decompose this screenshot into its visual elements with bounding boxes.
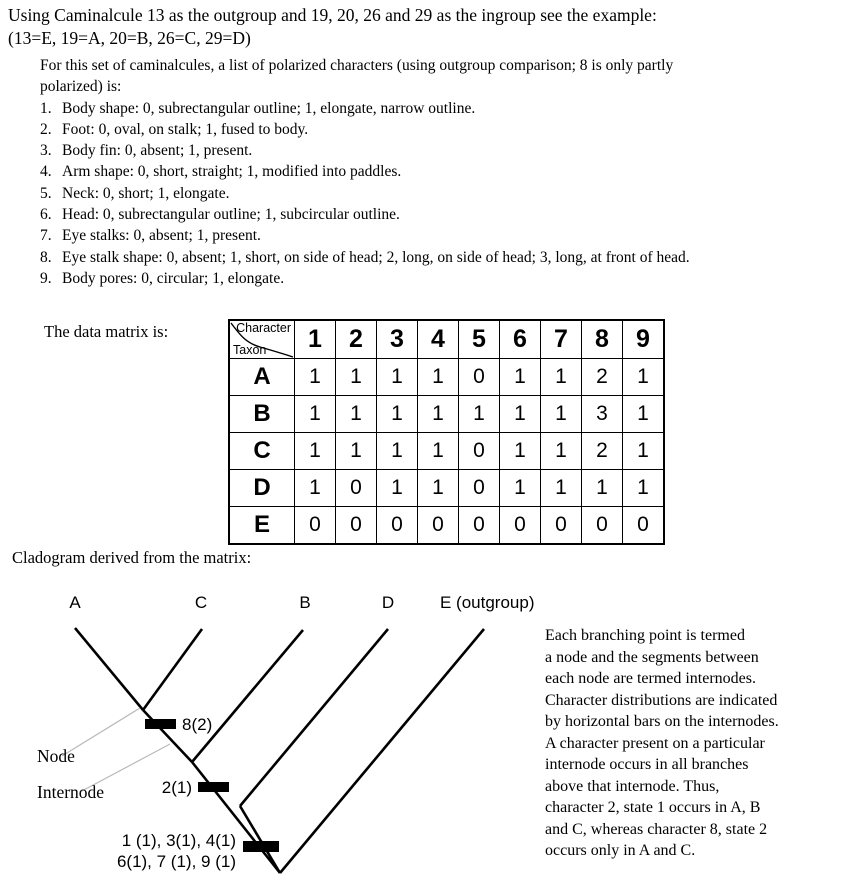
cell-e-9: 0 — [623, 507, 665, 545]
sidenote-line-4: Character distributions are indicated — [545, 691, 778, 709]
preamble-line-2: polarized) is: — [40, 78, 122, 96]
bar-root — [243, 841, 279, 852]
cell-b-2: 1 — [336, 396, 377, 433]
cell-b-8: 3 — [582, 396, 623, 433]
character-list-block — [40, 55, 835, 289]
tip-label-c: C — [194, 596, 208, 612]
cell-e-1: 0 — [295, 507, 336, 545]
cell-a-1: 1 — [295, 359, 336, 396]
row-taxon-b: B — [229, 396, 295, 433]
corner-character-label: Character — [236, 321, 291, 335]
cell-d-1: 1 — [295, 470, 336, 507]
matrix-corner-cell — [229, 320, 295, 359]
cell-b-4: 1 — [418, 396, 459, 433]
list-item — [40, 183, 835, 204]
cell-a-5: 0 — [459, 359, 500, 396]
list-item — [40, 247, 835, 268]
column-header-1: 1 — [295, 320, 336, 359]
cell-d-5: 0 — [459, 470, 500, 507]
cell-b-5: 1 — [459, 396, 500, 433]
list-item — [40, 98, 835, 119]
column-header-3: 3 — [377, 320, 418, 359]
cell-a-9: 1 — [623, 359, 665, 396]
cell-a-3: 1 — [377, 359, 418, 396]
cell-d-2: 0 — [336, 470, 377, 507]
tip-label-a: A — [69, 596, 81, 612]
table-row — [229, 396, 664, 433]
cell-c-8: 2 — [582, 433, 623, 470]
list-item-label: Arm shape: 0, short, straight; 1, modified into paddles. — [62, 163, 402, 181]
table-row — [229, 359, 664, 396]
row-taxon-d: D — [229, 470, 295, 507]
list-item-number: 3. — [40, 142, 52, 160]
cladogram-figure — [0, 596, 560, 896]
cell-e-6: 0 — [500, 507, 541, 545]
list-item-number: 1. — [40, 99, 52, 117]
data-matrix — [228, 319, 665, 545]
internode-d — [240, 806, 280, 873]
list-item-label: Body shape: 0, subrectangular outline; 1, elongate, narrow outline. — [62, 99, 476, 117]
cell-b-3: 1 — [377, 396, 418, 433]
list-item-number: 6. — [40, 206, 52, 224]
table-row — [229, 470, 664, 507]
bar-label-8-2: 8(2) — [182, 715, 213, 734]
branch-e — [280, 629, 484, 873]
list-item — [40, 225, 835, 246]
table-row — [229, 507, 664, 545]
list-item-number: 4. — [40, 163, 52, 181]
bar-label-2-1: 2(1) — [161, 778, 192, 797]
table-row — [229, 433, 664, 470]
cell-d-7: 1 — [541, 470, 582, 507]
list-item-number: 9. — [40, 269, 52, 287]
preamble-line-1: For this set of caminalcules, a list of polarized characters (using outgroup comparison; 8 is only partly — [40, 57, 674, 74]
bar-label-root-line-2: 6(1), 7 (1), 9 (1) — [116, 852, 236, 871]
sidenote-line-5: by horizontal bars on the internodes. — [545, 713, 779, 730]
cell-c-3: 1 — [377, 433, 418, 470]
list-item-number: 8. — [40, 248, 52, 266]
column-header-4: 4 — [418, 320, 459, 359]
list-item — [40, 204, 835, 225]
list-item — [40, 140, 835, 161]
tip-label-b: B — [299, 596, 311, 612]
list-item — [40, 161, 835, 182]
cell-c-5: 0 — [459, 433, 500, 470]
cell-e-5: 0 — [459, 507, 500, 545]
row-taxon-c: C — [229, 433, 295, 470]
sidenote-line-9: character 2, state 1 occurs in A, B — [545, 799, 761, 816]
list-item-number: 7. — [40, 227, 52, 245]
sidenote-line-8: above that internode. Thus, — [545, 777, 720, 795]
cell-c-9: 1 — [623, 433, 665, 470]
cell-d-9: 1 — [623, 470, 665, 507]
cell-a-7: 1 — [541, 359, 582, 396]
column-header-8: 8 — [582, 320, 623, 359]
branch-c — [143, 629, 202, 710]
cell-d-4: 1 — [418, 470, 459, 507]
sidenote-line-10: and C, whereas character 8, state 2 — [545, 820, 768, 838]
sidenote-line-11: occurs only in A and C. — [545, 842, 696, 859]
list-item-label: Eye stalk shape: 0, absent; 1, short, on side of head; 2, long, on side of head; 3, long, at front of head. — [62, 248, 690, 266]
cell-d-3: 1 — [377, 470, 418, 507]
cell-c-4: 1 — [418, 433, 459, 470]
column-header-5: 5 — [459, 320, 500, 359]
annotation-node: Node — [37, 746, 75, 766]
corner-taxon-label: Taxon — [233, 343, 267, 357]
tip-label-e: E (outgroup) — [440, 596, 535, 612]
list-item-number: 5. — [40, 184, 52, 202]
branch-a — [75, 628, 143, 710]
cell-c-6: 1 — [500, 433, 541, 470]
cell-b-7: 1 — [541, 396, 582, 433]
cell-c-1: 1 — [295, 433, 336, 470]
list-item-number: 2. — [40, 120, 52, 138]
column-header-2: 2 — [336, 320, 377, 359]
cell-d-6: 1 — [500, 470, 541, 507]
sidenote-line-1: Each branching point is termed — [545, 627, 745, 644]
cladogram-svg — [0, 596, 560, 896]
list-item-label: Eye stalks: 0, absent; 1, present. — [62, 227, 261, 245]
row-taxon-a: A — [229, 359, 295, 396]
sidenote-line-7: internode occurs in all branches — [545, 756, 749, 773]
sidenote-line-2: a node and the segments between — [545, 648, 759, 666]
matrix-caption: The data matrix is: — [44, 322, 169, 341]
cell-a-4: 1 — [418, 359, 459, 396]
cell-d-8: 1 — [582, 470, 623, 507]
cell-b-6: 1 — [500, 396, 541, 433]
row-taxon-e: E — [229, 507, 295, 545]
intro-paragraph — [8, 4, 828, 50]
bar-8-2 — [145, 719, 176, 729]
branch-b — [192, 630, 303, 762]
table-header-row — [229, 320, 664, 359]
sidenote-text — [545, 625, 841, 862]
cell-a-2: 1 — [336, 359, 377, 396]
intro-line-2: (13=E, 19=A, 20=B, 26=C, 29=D) — [8, 28, 251, 48]
character-list-preamble — [40, 55, 835, 98]
character-list — [40, 98, 835, 290]
cell-e-8: 0 — [582, 507, 623, 545]
cell-c-2: 1 — [336, 433, 377, 470]
data-matrix-table — [228, 319, 665, 545]
column-header-9: 9 — [623, 320, 665, 359]
column-header-6: 6 — [500, 320, 541, 359]
cell-e-7: 0 — [541, 507, 582, 545]
cell-c-7: 1 — [541, 433, 582, 470]
cell-a-6: 1 — [500, 359, 541, 396]
branch-d — [240, 629, 388, 806]
sidenote-line-6: A character present on a particular — [545, 734, 765, 752]
cell-a-8: 2 — [582, 359, 623, 396]
cladogram-caption: Cladogram derived from the matrix: — [12, 548, 252, 567]
cell-e-3: 0 — [377, 507, 418, 545]
bar-2-1 — [198, 782, 229, 792]
column-header-7: 7 — [541, 320, 582, 359]
list-item-label: Neck: 0, short; 1, elongate. — [62, 184, 230, 202]
cell-b-1: 1 — [295, 396, 336, 433]
list-item — [40, 268, 835, 289]
cell-b-9: 1 — [623, 396, 665, 433]
intro-line-1: Using Caminalcule 13 as the outgroup and 19, 20, 26 and 29 as the ingroup see the example: — [8, 5, 657, 25]
list-item-label: Head: 0, subrectangular outline; 1, subcircular outline. — [62, 206, 400, 224]
cell-e-4: 0 — [418, 507, 459, 545]
cell-e-2: 0 — [336, 507, 377, 545]
list-item-label: Body pores: 0, circular; 1, elongate. — [62, 269, 285, 287]
list-item-label: Foot: 0, oval, on stalk; 1, fused to body. — [62, 120, 309, 138]
sidenote-line-3: each node are termed internodes. — [545, 670, 757, 687]
list-item — [40, 119, 835, 140]
tip-label-d: D — [381, 596, 395, 612]
bar-label-root-line-1: 1 (1), 3(1), 4(1) — [121, 831, 236, 850]
list-item-label: Body fin: 0, absent; 1, present. — [62, 142, 253, 160]
annotation-internode: Internode — [37, 782, 105, 802]
